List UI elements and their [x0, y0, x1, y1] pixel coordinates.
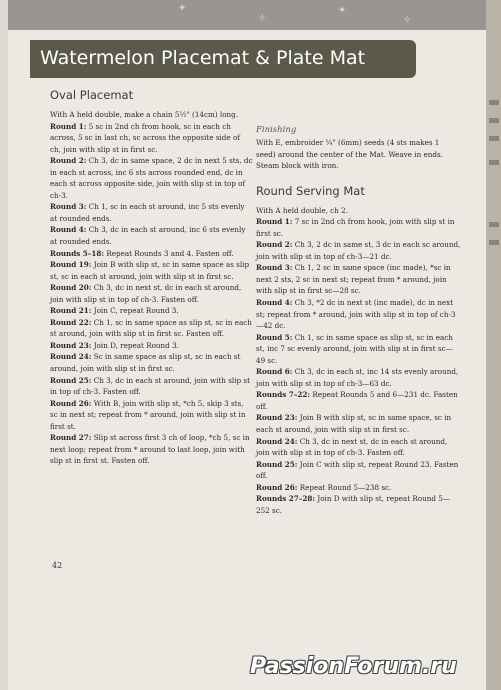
round-label: Round 21:: [50, 306, 92, 316]
pattern-round: [256, 366, 461, 389]
sparkle-icon: ✦: [338, 5, 347, 16]
oval-placemat-intro: With A held double, make a chain 5½" (14cm) long.: [50, 110, 239, 119]
page-title: Watermelon Placemat & Plate Mat: [40, 47, 366, 69]
round-label: Rounds 7–22:: [256, 390, 311, 400]
round-label: Round 24:: [256, 436, 298, 446]
page-number: 42: [52, 561, 63, 570]
round-instructions: Join D, repeat Round 3.: [91, 340, 179, 350]
round-instructions: Ch 3, dc in each st around, join with slip st in top of ch-3. Fasten off.: [50, 375, 250, 397]
round-label: Round 1:: [50, 121, 87, 131]
round-instructions: Repeat Rounds 3 and 4. Fasten off.: [104, 248, 234, 258]
round-label: Round 22:: [50, 317, 92, 327]
pattern-round: [50, 432, 253, 467]
round-instructions: Ch 3, 2 dc in same st, 3 dc in each sc around, join with slip st in top of ch-3—21 dc.: [256, 240, 461, 261]
pattern-round: [50, 375, 253, 398]
pattern-round: [50, 248, 253, 260]
round-instructions: Ch 3, dc in next st, dc in each st around, join with slip st in top of ch-3. Fasten off.: [50, 283, 242, 304]
round-label: Round 4:: [50, 225, 87, 235]
round-instructions: Ch 3, *2 dc in next st (inc made), dc in next st; repeat from * around, join with slip st in top of ch-3—42 dc.: [256, 298, 456, 331]
finishing-heading: Finishing: [256, 125, 297, 135]
serving-rounds-list: [256, 216, 461, 516]
round-label: Round 3:: [256, 263, 293, 273]
round-label: Round 3:: [50, 202, 87, 212]
pattern-round: [256, 459, 461, 482]
round-label: Round 6:: [256, 367, 293, 377]
round-instructions: 7 sc in 2nd ch from hook, join with slip st in first sc.: [256, 217, 455, 238]
round-instructions: Join D with slip st, repeat Round 5—252 sc.: [256, 494, 451, 515]
round-label: Round 2:: [256, 240, 293, 250]
pattern-round: [50, 305, 253, 317]
round-label: Round 19:: [50, 260, 92, 270]
round-label: Round 4:: [256, 298, 293, 308]
right-column: [256, 124, 461, 516]
adjacent-page-edge: [486, 0, 501, 690]
oval-rounds-list: [50, 121, 253, 467]
pattern-round: [50, 317, 253, 340]
round-instructions: Slip st across first 3 ch of loop, *ch 5, sc in next loop; repeat from * around to last loop, join with slip st in first st. Fasten off.: [50, 433, 250, 466]
title-bar: [30, 40, 416, 78]
round-instructions: Repeat Rounds 5 and 6—231 dc. Fasten off.: [256, 390, 458, 411]
round-label: Round 26:: [50, 398, 92, 408]
round-instructions: Ch 3, dc in each st around, inc 6 sts evenly at rounded ends.: [50, 225, 246, 247]
book-page: [8, 0, 486, 690]
watermark-logo: PassionForum.ru: [250, 654, 457, 679]
sparkle-icon: ✧: [258, 13, 267, 24]
round-label: Round 23:: [256, 413, 298, 423]
pattern-round: [256, 332, 461, 367]
round-instructions: 5 sc in 2nd ch from hook, sc in each ch across, 5 sc in last ch, sc across the opposite side of ch, join with slip st in first sc.: [50, 121, 240, 154]
header-band: [8, 0, 486, 30]
round-instructions: Ch 3, dc in same space, 2 dc in next 5 sts, dc in each st across, inc 6 sts across rounded end, dc in each st across opposite side, join with slip st in top of ch-3.: [50, 156, 253, 200]
pattern-round: [50, 259, 253, 282]
round-instructions: Ch 3, dc in next st, dc in each st around, join with slip st in top of ch-3. Fasten off.: [256, 436, 448, 458]
pattern-round: [256, 436, 461, 459]
round-instructions: Ch 1, sc in each st around, inc 5 sts evenly at rounded ends.: [50, 202, 245, 223]
round-label: Round 2:: [50, 156, 87, 166]
round-label: Rounds 5–18:: [50, 248, 105, 258]
sparkle-icon: ✦: [178, 3, 187, 14]
pattern-round: [50, 351, 253, 374]
pattern-round: [50, 201, 253, 224]
round-label: Round 24:: [50, 352, 92, 362]
round-instructions: Join B with slip st, sc in same space as slip st, sc in each st around, join with slip st in first sc.: [50, 260, 250, 281]
pattern-round: [256, 262, 461, 297]
sparkle-icon: ✧: [403, 15, 412, 26]
round-instructions: Join B with slip st, sc in same space, sc in each st around, join with slip st in first sc.: [256, 413, 452, 435]
round-label: Round 25:: [256, 459, 298, 469]
round-label: Rounds 27–28:: [256, 494, 316, 504]
round-instructions: Ch 1, sc in same space as slip st, sc in each st, inc 7 sc evenly around, join with slip st in first sc—49 sc.: [256, 332, 453, 365]
pattern-round: [256, 389, 461, 412]
pattern-round: [256, 216, 461, 239]
pattern-round: [256, 493, 461, 516]
serving-mat-intro: With A held double, ch 2.: [256, 205, 348, 215]
pattern-round: [50, 224, 253, 247]
round-label: Round 20:: [50, 283, 92, 293]
round-label: Round 5:: [256, 332, 293, 342]
round-instructions: Ch 1, sc in same space as slip st, sc in each st around, join with slip st in first sc. Fasten off.: [50, 317, 252, 339]
round-label: Round 26:: [256, 482, 298, 492]
pattern-round: [50, 398, 253, 433]
round-label: Round 25:: [50, 375, 92, 385]
round-instructions: Repeat Round 5—238 sc.: [297, 482, 392, 492]
pattern-round: [50, 121, 253, 156]
serving-mat-heading: Round Serving Mat: [256, 183, 365, 198]
pattern-round: [256, 239, 461, 262]
oval-placemat-column: [50, 87, 253, 467]
round-label: Round 23:: [50, 340, 92, 350]
round-instructions: Ch 3, dc in each st, inc 14 sts evenly around, join with slip st in top of ch-3—63 dc.: [256, 367, 459, 388]
pattern-round: [256, 297, 461, 332]
round-instructions: Sc in same space as slip st, sc in each st around, join with slip st in first sc.: [50, 352, 241, 374]
round-instructions: Ch 1, 2 sc in same space (inc made), *sc in next 2 sts, 2 sc in next st; repeat from * around, join with slip st in first sc—28 sc.: [256, 263, 451, 296]
round-instructions: Join C, repeat Round 3.: [91, 306, 179, 316]
pattern-round: [256, 482, 461, 494]
pattern-round: [256, 412, 461, 435]
pattern-round: [50, 282, 253, 305]
pattern-round: [50, 340, 253, 352]
round-instructions: Join C with slip st, repeat Round 23. Fasten off.: [256, 459, 459, 481]
round-instructions: With B, join with slip st, *ch 5, skip 3 sts, sc in next st; repeat from * around, join with slip st in first st.: [50, 398, 246, 431]
pattern-round: [50, 155, 253, 201]
round-label: Round 27:: [50, 433, 92, 443]
finishing-text: With E, embroider ¼" (6mm) seeds (4 sts makes 1 seed) around the center of the Mat. Weave in ends. Steam block with iron.: [256, 138, 443, 171]
oval-placemat-heading: Oval Placemat: [50, 88, 134, 102]
round-label: Round 1:: [256, 217, 293, 227]
